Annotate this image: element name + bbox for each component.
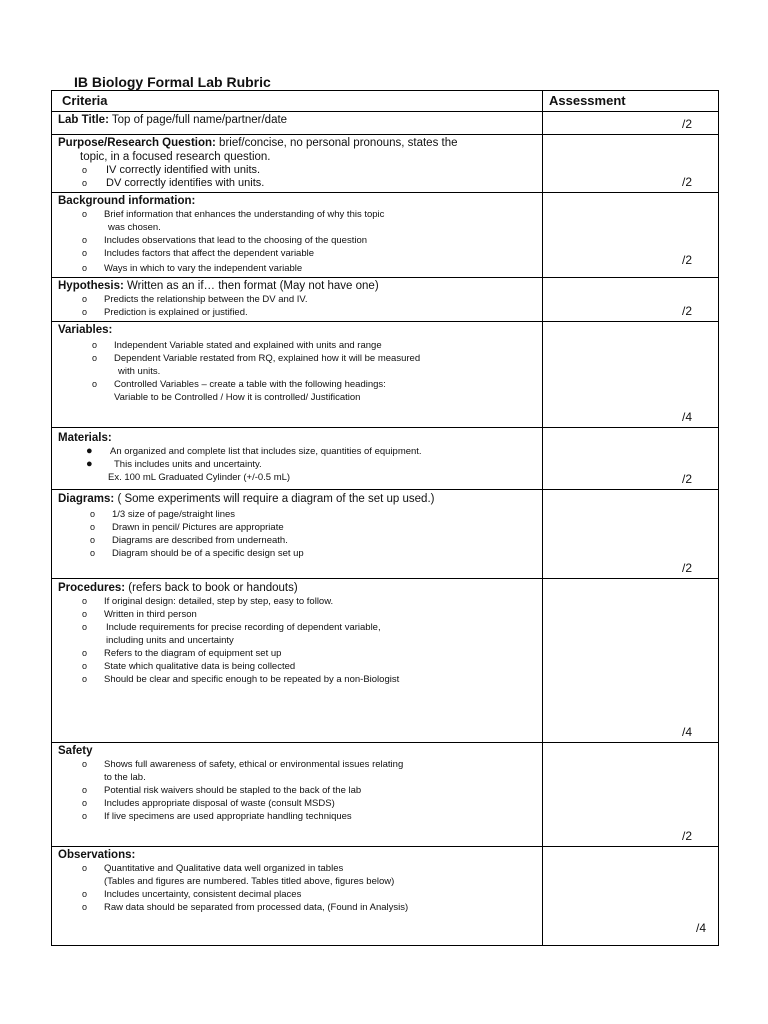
circle-bullet-icon: o xyxy=(82,889,88,899)
list-item: o Shows full awareness of safety, ethical or environmental issues relating to the lab. xyxy=(82,759,404,783)
circle-bullet-icon: o xyxy=(82,178,88,188)
list-item: o Should be clear and specific enough to be repeated by a non-Biologist xyxy=(82,674,400,685)
list-item: o Controlled Variables – create a table with the following headings: xyxy=(92,379,386,390)
circle-bullet-icon: o xyxy=(82,165,88,175)
list-item: ● An organized and complete list that includes size, quantities of equipment. xyxy=(86,445,422,457)
list-item: o Independent Variable stated and explained with units and range xyxy=(92,340,382,351)
table-row xyxy=(52,847,719,946)
list-item: o Brief information that enhances the understanding of why this topic was chosen. xyxy=(82,209,385,233)
list-item: o IV correctly identified with units. xyxy=(82,164,261,176)
list-item: o Written in third person xyxy=(82,609,197,620)
circle-bullet-icon: o xyxy=(90,509,96,519)
circle-bullet-icon: o xyxy=(82,622,88,632)
section-desc: Top of page/full name/partner/date xyxy=(108,114,288,126)
section-title: Lab Title: xyxy=(58,114,109,126)
circle-bullet-icon: o xyxy=(82,596,88,606)
circle-bullet-icon: o xyxy=(82,863,88,873)
list-item: o Raw data should be separated from processed data, (Found in Analysis) xyxy=(82,902,409,913)
criteria-cell xyxy=(52,112,543,135)
criteria-cell xyxy=(52,322,543,428)
assessment-cell xyxy=(543,193,719,278)
list-item: o Drawn in pencil/ Pictures are appropriate xyxy=(90,522,284,533)
list-item: o Prediction is explained or justified. xyxy=(82,307,248,318)
document-title: IB Biology Formal Lab Rubric xyxy=(74,74,271,90)
circle-bullet-icon: o xyxy=(92,379,98,389)
section-title: Background information: xyxy=(58,195,196,207)
list-item: o Predicts the relationship between the DV and IV. xyxy=(82,294,308,305)
list-item: o Includes observations that lead to the choosing of the question xyxy=(82,235,368,246)
score-value: /2 xyxy=(681,175,692,189)
circle-bullet-icon: o xyxy=(82,209,88,219)
circle-bullet-icon: o xyxy=(82,811,88,821)
circle-bullet-icon: o xyxy=(92,353,98,363)
circle-bullet-icon: o xyxy=(82,263,88,273)
table-header-row xyxy=(52,91,719,112)
section-title: Safety xyxy=(58,745,93,757)
assessment-cell xyxy=(543,135,719,193)
assessment-cell xyxy=(543,322,719,428)
circle-bullet-icon: o xyxy=(82,759,88,769)
circle-bullet-icon: o xyxy=(82,235,88,245)
table-row xyxy=(52,193,719,278)
table-row xyxy=(52,278,719,322)
circle-bullet-icon: o xyxy=(82,661,88,671)
circle-bullet-icon: o xyxy=(82,248,88,258)
score-value: /2 xyxy=(681,472,692,486)
table-row xyxy=(52,428,719,490)
list-item: ● This includes units and uncertainty. xyxy=(86,458,262,470)
table-row xyxy=(52,490,719,579)
section-title: Observations: xyxy=(58,849,136,861)
score-value: /2 xyxy=(681,304,692,318)
circle-bullet-icon: o xyxy=(82,798,88,808)
score-value: /2 xyxy=(681,561,692,575)
criteria-cell xyxy=(52,135,543,193)
list-item: o Includes factors that affect the dependent variable xyxy=(82,248,315,259)
criteria-header: Criteria xyxy=(52,91,543,112)
list-item: o DV correctly identifies with units. xyxy=(82,177,265,189)
circle-bullet-icon: o xyxy=(82,294,88,304)
circle-bullet-icon: o xyxy=(82,307,88,317)
list-item: o Ways in which to vary the independent variable xyxy=(82,263,303,274)
section-desc-cont: topic, in a focused research question. xyxy=(80,151,271,163)
section-title: Diagrams: xyxy=(58,493,115,505)
score-value: /4 xyxy=(681,725,692,739)
table-row xyxy=(52,135,719,193)
circle-bullet-icon: o xyxy=(90,535,96,545)
criteria-cell xyxy=(52,490,543,579)
criteria-cell xyxy=(52,428,543,490)
section-desc: ( Some experiments will require a diagram of the set up used.) xyxy=(114,493,435,505)
score-value: /2 xyxy=(681,117,692,131)
circle-bullet-icon: o xyxy=(82,674,88,684)
extra-line: Variable to be Controlled / How it is controlled/ Justification xyxy=(114,392,361,403)
assessment-header: Assessment xyxy=(543,91,719,112)
score-value: /2 xyxy=(681,253,692,267)
criteria-cell xyxy=(52,193,543,278)
list-item: o If live specimens are used appropriate handling techniques xyxy=(82,811,352,822)
list-item-cont: (Tables and figures are numbered. Tables titled above, figures below) xyxy=(104,876,395,887)
section-title: Procedures: xyxy=(58,582,126,594)
list-item: o Diagrams are described from underneath. xyxy=(90,535,288,546)
list-item: o Includes appropriate disposal of waste (consult MSDS) xyxy=(82,798,335,809)
assessment-cell xyxy=(543,112,719,135)
example-line: Ex. 100 mL Graduated Cylinder (+/-0.5 mL) xyxy=(108,472,291,483)
list-item: o 1/3 size of page/straight lines xyxy=(90,509,236,520)
list-item: o State which qualitative data is being collected xyxy=(82,661,296,672)
list-item: o Dependent Variable restated from RQ, explained how it will be measured with units. xyxy=(92,353,421,377)
table-row xyxy=(52,112,719,135)
assessment-cell xyxy=(543,278,719,322)
list-item: o Include requirements for precise recording of dependent variable, including units and uncertainty xyxy=(82,622,381,646)
table-row xyxy=(52,579,719,743)
assessment-cell xyxy=(543,579,719,743)
filled-bullet-icon: ● xyxy=(86,458,93,470)
circle-bullet-icon: o xyxy=(90,522,96,532)
assessment-cell xyxy=(543,428,719,490)
section-title: Purpose/Research Question: xyxy=(58,137,216,149)
assessment-cell xyxy=(543,490,719,579)
score-value: /4 xyxy=(681,410,692,424)
section-desc: (refers back to book or handouts) xyxy=(125,582,298,594)
criteria-cell xyxy=(52,579,543,743)
section-title: Materials: xyxy=(58,432,112,444)
circle-bullet-icon: o xyxy=(82,609,88,619)
score-value: /4 xyxy=(695,921,706,935)
circle-bullet-icon: o xyxy=(82,902,88,912)
list-item: o Potential risk waivers should be stapled to the back of the lab xyxy=(82,785,362,796)
list-item: o Includes uncertainty, consistent decimal places xyxy=(82,889,302,900)
circle-bullet-icon: o xyxy=(90,548,96,558)
list-item: o If original design: detailed, step by step, easy to follow. xyxy=(82,596,334,607)
assessment-cell xyxy=(543,743,719,847)
assessment-cell xyxy=(543,847,719,946)
score-value: /2 xyxy=(681,829,692,843)
filled-bullet-icon: ● xyxy=(86,445,93,457)
circle-bullet-icon: o xyxy=(92,340,98,350)
section-desc: Written as an if… then format (May not have one) xyxy=(123,280,379,292)
section-title: Hypothesis: xyxy=(58,280,124,292)
list-item: o Diagram should be of a specific design set up xyxy=(90,548,304,559)
list-item: o Quantitative and Qualitative data well organized in tables xyxy=(82,863,344,874)
rubric-table xyxy=(51,90,719,946)
criteria-cell xyxy=(52,278,543,322)
criteria-cell xyxy=(52,847,543,946)
circle-bullet-icon: o xyxy=(82,785,88,795)
list-item: o Refers to the diagram of equipment set up xyxy=(82,648,282,659)
table-row xyxy=(52,322,719,428)
circle-bullet-icon: o xyxy=(82,648,88,658)
table-row xyxy=(52,743,719,847)
section-desc: brief/concise, no personal pronouns, states the xyxy=(215,137,458,149)
criteria-cell xyxy=(52,743,543,847)
section-title: Variables: xyxy=(58,324,113,336)
